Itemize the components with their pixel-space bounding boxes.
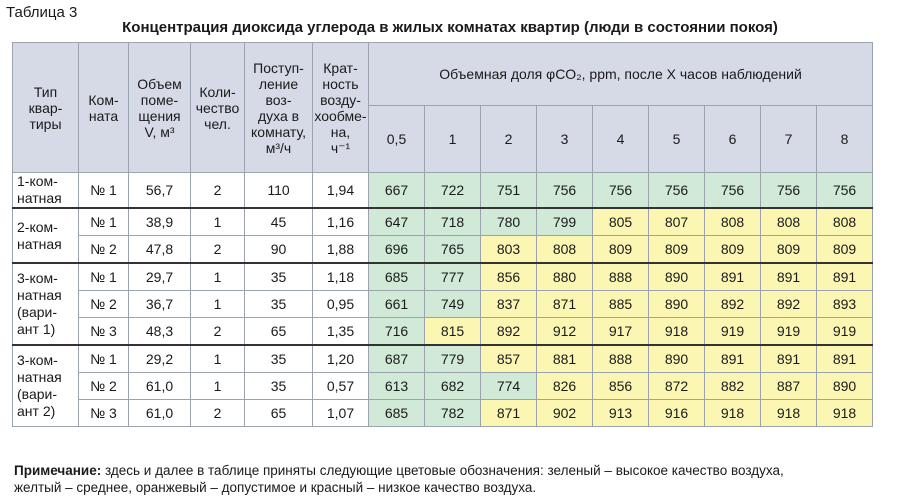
co2-value-cell: 880 bbox=[537, 263, 593, 291]
header-exchange-line: ность bbox=[322, 75, 359, 92]
header-inflow-line: Поступ- bbox=[253, 59, 304, 76]
header-type-line: Тип bbox=[33, 83, 58, 100]
co2-value-cell: 871 bbox=[537, 291, 593, 318]
people-cell: 2 bbox=[191, 173, 245, 209]
apartment-type-cell bbox=[13, 208, 79, 263]
co2-value-cell: 856 bbox=[481, 263, 537, 291]
co2-value-cell: 890 bbox=[817, 373, 873, 400]
co2-value-cell: 779 bbox=[425, 345, 481, 373]
co2-value-cell: 885 bbox=[593, 291, 649, 318]
header-inflow-line: воз- bbox=[265, 91, 292, 108]
co2-value-cell: 919 bbox=[761, 318, 817, 346]
co2-value-cell: 756 bbox=[761, 173, 817, 209]
people-cell: 2 bbox=[191, 236, 245, 264]
people-cell: 1 bbox=[191, 373, 245, 400]
exchange-cell: 1,20 bbox=[313, 345, 369, 373]
co2-value-cell: 685 bbox=[369, 400, 425, 427]
header-volume-line: V, м³ bbox=[144, 123, 175, 140]
exchange-cell: 1,16 bbox=[313, 208, 369, 236]
header-hour: 3 bbox=[537, 106, 593, 173]
co2-value-cell: 888 bbox=[593, 263, 649, 291]
table-label: Таблица 3 bbox=[6, 4, 78, 21]
co2-value-cell: 777 bbox=[425, 263, 481, 291]
volume-cell: 38,9 bbox=[129, 208, 191, 236]
apartment-type-line: 2-ком- bbox=[17, 218, 58, 235]
co2-value-cell: 808 bbox=[537, 236, 593, 264]
co2-value-cell: 780 bbox=[481, 208, 537, 236]
volume-cell: 61,0 bbox=[129, 373, 191, 400]
co2-value-cell: 774 bbox=[481, 373, 537, 400]
co2-value-cell: 807 bbox=[649, 208, 705, 236]
inflow-cell: 35 bbox=[245, 291, 313, 318]
apartment-type-line: (вари- bbox=[17, 304, 57, 320]
co2-value-cell: 837 bbox=[481, 291, 537, 318]
co2-value-cell: 890 bbox=[649, 263, 705, 291]
footnote bbox=[14, 462, 784, 496]
co2-value-cell: 913 bbox=[593, 400, 649, 427]
table-row bbox=[13, 236, 873, 264]
inflow-cell: 110 bbox=[245, 173, 313, 209]
room-cell: № 2 bbox=[79, 291, 129, 318]
apartment-type-line: ант 1) bbox=[17, 321, 56, 337]
header-people-line: чество bbox=[195, 99, 240, 116]
co2-table-container bbox=[12, 42, 873, 427]
co2-value-cell: 613 bbox=[369, 373, 425, 400]
co2-value-cell: 765 bbox=[425, 236, 481, 264]
co2-value-cell: 856 bbox=[593, 373, 649, 400]
co2-value-cell: 891 bbox=[705, 263, 761, 291]
co2-value-cell: 756 bbox=[593, 173, 649, 209]
co2-concentration-table bbox=[12, 42, 873, 427]
inflow-cell: 65 bbox=[245, 318, 313, 346]
co2-value-cell: 892 bbox=[761, 291, 817, 318]
co2-value-cell: 892 bbox=[705, 291, 761, 318]
co2-value-cell: 891 bbox=[761, 345, 817, 373]
apartment-type-line: 3-ком- bbox=[17, 352, 58, 368]
exchange-cell: 1,35 bbox=[313, 318, 369, 346]
header-type bbox=[13, 43, 79, 173]
co2-value-cell: 667 bbox=[369, 173, 425, 209]
co2-value-cell: 881 bbox=[537, 345, 593, 373]
table-row bbox=[13, 318, 873, 346]
people-cell: 2 bbox=[191, 400, 245, 427]
header-type-line: квар- bbox=[28, 99, 63, 116]
header-type-line: тиры bbox=[29, 115, 62, 132]
co2-value-cell: 890 bbox=[649, 291, 705, 318]
co2-value-cell: 918 bbox=[649, 318, 705, 346]
inflow-cell: 65 bbox=[245, 400, 313, 427]
header-exchange-line: ч⁻¹ bbox=[330, 139, 351, 156]
header-exchange-line: на, bbox=[330, 123, 351, 140]
co2-value-cell: 716 bbox=[369, 318, 425, 346]
header-room bbox=[79, 43, 129, 173]
table-title: Концентрация диоксида углерода в жилых комнатах квартир (люди в состоянии покоя) bbox=[122, 19, 778, 36]
header-volume bbox=[129, 43, 191, 173]
header-volume-line: щения bbox=[138, 107, 181, 124]
header-inflow-line: комнату, bbox=[251, 123, 306, 140]
people-cell: 2 bbox=[191, 318, 245, 346]
co2-value-cell: 887 bbox=[761, 373, 817, 400]
header-hour: 0,5 bbox=[369, 106, 425, 173]
exchange-cell: 1,18 bbox=[313, 263, 369, 291]
header-inflow-line: ление bbox=[258, 75, 299, 92]
co2-value-cell: 916 bbox=[649, 400, 705, 427]
co2-value-cell: 872 bbox=[649, 373, 705, 400]
apartment-type-line: натная bbox=[17, 287, 62, 303]
room-cell: № 1 bbox=[79, 208, 129, 236]
volume-cell: 47,8 bbox=[129, 236, 191, 264]
header-room-line: ната bbox=[88, 107, 119, 124]
room-cell: № 1 bbox=[79, 263, 129, 291]
header-hour: 6 bbox=[705, 106, 761, 173]
footnote-line-1: здесь и далее в таблице приняты следующие цветовые обозначения: зеленый – высокое качество воздуха, bbox=[101, 463, 784, 478]
room-cell: № 1 bbox=[79, 345, 129, 373]
exchange-cell: 0,95 bbox=[313, 291, 369, 318]
co2-value-cell: 891 bbox=[817, 345, 873, 373]
header-hour: 2 bbox=[481, 106, 537, 173]
table-body bbox=[13, 173, 873, 427]
co2-value-cell: 718 bbox=[425, 208, 481, 236]
co2-value-cell: 696 bbox=[369, 236, 425, 264]
co2-value-cell: 919 bbox=[817, 318, 873, 346]
co2-value-cell: 888 bbox=[593, 345, 649, 373]
header-hour: 4 bbox=[593, 106, 649, 173]
header-people bbox=[191, 43, 245, 173]
table-row bbox=[13, 345, 873, 373]
co2-value-cell: 917 bbox=[593, 318, 649, 346]
apartment-type-line: натная bbox=[17, 369, 62, 385]
co2-value-cell: 815 bbox=[425, 318, 481, 346]
inflow-cell: 90 bbox=[245, 236, 313, 264]
volume-cell: 48,3 bbox=[129, 318, 191, 346]
co2-value-cell: 902 bbox=[537, 400, 593, 427]
people-cell: 1 bbox=[191, 208, 245, 236]
exchange-cell: 1,94 bbox=[313, 173, 369, 209]
table-row bbox=[13, 400, 873, 427]
co2-value-cell: 826 bbox=[537, 373, 593, 400]
co2-value-cell: 890 bbox=[649, 345, 705, 373]
header-hour: 5 bbox=[649, 106, 705, 173]
co2-value-cell: 892 bbox=[481, 318, 537, 346]
header-room-line: Ком- bbox=[88, 91, 119, 108]
inflow-cell: 35 bbox=[245, 373, 313, 400]
room-cell: № 1 bbox=[79, 173, 129, 209]
table-row bbox=[13, 291, 873, 318]
header-hour: 1 bbox=[425, 106, 481, 173]
co2-value-cell: 809 bbox=[817, 236, 873, 264]
apartment-type-line: (вари- bbox=[17, 386, 57, 402]
table-row bbox=[13, 373, 873, 400]
room-cell: № 3 bbox=[79, 400, 129, 427]
co2-value-cell: 891 bbox=[817, 263, 873, 291]
co2-value-cell: 682 bbox=[425, 373, 481, 400]
table-row bbox=[13, 263, 873, 291]
people-cell: 1 bbox=[191, 291, 245, 318]
apartment-type-line: натная bbox=[17, 190, 62, 206]
co2-value-cell: 919 bbox=[705, 318, 761, 346]
co2-value-cell: 808 bbox=[761, 208, 817, 236]
volume-cell: 36,7 bbox=[129, 291, 191, 318]
co2-value-cell: 756 bbox=[817, 173, 873, 209]
co2-value-cell: 687 bbox=[369, 345, 425, 373]
header-hour: 7 bbox=[761, 106, 817, 173]
volume-cell: 29,7 bbox=[129, 263, 191, 291]
co2-value-cell: 805 bbox=[593, 208, 649, 236]
co2-value-cell: 918 bbox=[761, 400, 817, 427]
header-exchange-line: возду- bbox=[320, 91, 361, 108]
exchange-cell: 1,88 bbox=[313, 236, 369, 264]
apartment-type-cell bbox=[13, 345, 79, 427]
room-cell: № 3 bbox=[79, 318, 129, 346]
header-volume-line: поме- bbox=[140, 91, 179, 108]
volume-cell: 29,2 bbox=[129, 345, 191, 373]
co2-value-cell: 808 bbox=[705, 208, 761, 236]
co2-value-cell: 756 bbox=[705, 173, 761, 209]
co2-value-cell: 782 bbox=[425, 400, 481, 427]
header-inflow-line: м³/ч bbox=[265, 139, 292, 156]
co2-value-cell: 749 bbox=[425, 291, 481, 318]
co2-value-cell: 756 bbox=[649, 173, 705, 209]
volume-cell: 61,0 bbox=[129, 400, 191, 427]
header-inflow-line: духа в bbox=[257, 107, 300, 124]
co2-value-cell: 685 bbox=[369, 263, 425, 291]
co2-value-cell: 647 bbox=[369, 208, 425, 236]
co2-value-cell: 756 bbox=[537, 173, 593, 209]
exchange-cell: 1,07 bbox=[313, 400, 369, 427]
co2-value-cell: 799 bbox=[537, 208, 593, 236]
header-people-line: Коли- bbox=[199, 83, 236, 100]
co2-value-cell: 893 bbox=[817, 291, 873, 318]
apartment-type-line: ант 2) bbox=[17, 403, 56, 419]
co2-value-cell: 722 bbox=[425, 173, 481, 209]
co2-value-cell: 809 bbox=[593, 236, 649, 264]
header-exchange bbox=[313, 43, 369, 173]
header-volume-line: Объем bbox=[137, 75, 182, 92]
inflow-cell: 35 bbox=[245, 263, 313, 291]
co2-value-cell: 809 bbox=[705, 236, 761, 264]
apartment-type-cell bbox=[13, 173, 79, 209]
co2-value-cell: 809 bbox=[761, 236, 817, 264]
apartment-type-line: 1-ком- bbox=[17, 173, 58, 189]
header-inflow bbox=[245, 43, 313, 173]
co2-value-cell: 661 bbox=[369, 291, 425, 318]
room-cell: № 2 bbox=[79, 373, 129, 400]
apartment-type-line: натная bbox=[17, 235, 62, 252]
co2-value-cell: 803 bbox=[481, 236, 537, 264]
apartment-type-line: 3-ком- bbox=[17, 270, 58, 286]
co2-value-cell: 857 bbox=[481, 345, 537, 373]
room-cell: № 2 bbox=[79, 236, 129, 264]
people-cell: 1 bbox=[191, 345, 245, 373]
co2-value-cell: 809 bbox=[649, 236, 705, 264]
co2-value-cell: 882 bbox=[705, 373, 761, 400]
co2-value-cell: 912 bbox=[537, 318, 593, 346]
table-row bbox=[13, 208, 873, 236]
volume-cell: 56,7 bbox=[129, 173, 191, 209]
co2-value-cell: 891 bbox=[705, 345, 761, 373]
exchange-cell: 0,57 bbox=[313, 373, 369, 400]
inflow-cell: 45 bbox=[245, 208, 313, 236]
co2-value-cell: 751 bbox=[481, 173, 537, 209]
table-row bbox=[13, 173, 873, 209]
people-cell: 1 bbox=[191, 263, 245, 291]
co2-value-cell: 871 bbox=[481, 400, 537, 427]
co2-value-cell: 808 bbox=[817, 208, 873, 236]
co2-value-cell: 918 bbox=[817, 400, 873, 427]
header-people-line: чел. bbox=[204, 115, 231, 132]
header-hour: 8 bbox=[817, 106, 873, 173]
co2-value-cell: 891 bbox=[761, 263, 817, 291]
footnote-line-2: желтый – среднее, оранжевый – допустимое и красный – низкое качество воздуха. bbox=[14, 480, 537, 495]
header-group: Объемная доля φCO₂, ppm, после X часов наблюдений bbox=[369, 43, 873, 106]
co2-value-cell: 918 bbox=[705, 400, 761, 427]
header-exchange-line: хообме- bbox=[314, 107, 367, 124]
footnote-label: Примечание: bbox=[14, 463, 102, 478]
apartment-type-cell bbox=[13, 263, 79, 345]
header-exchange-line: Крат- bbox=[323, 59, 358, 76]
inflow-cell: 35 bbox=[245, 345, 313, 373]
